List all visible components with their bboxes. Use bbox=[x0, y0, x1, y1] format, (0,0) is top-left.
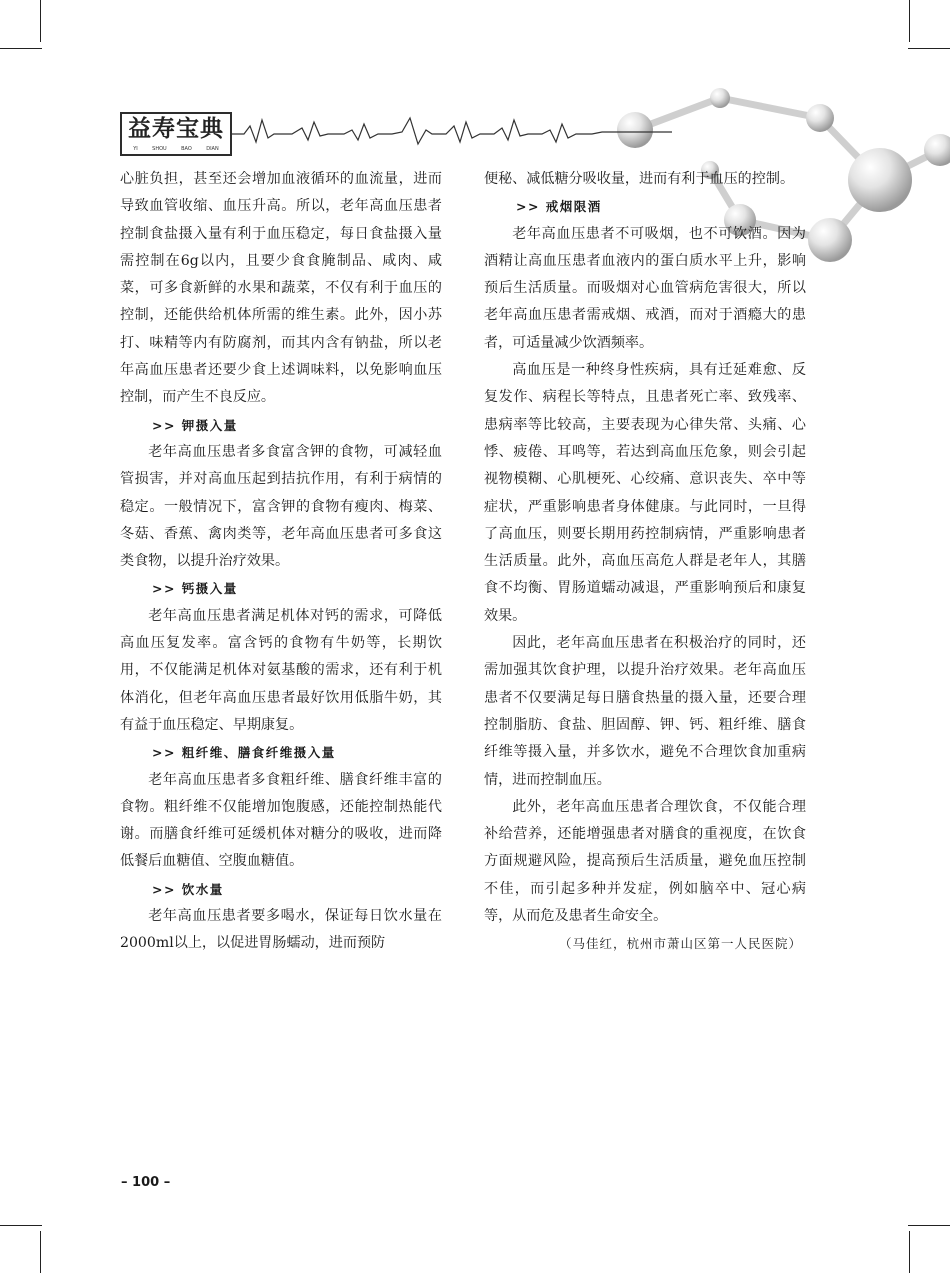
crop-mark-bottom-right-v bbox=[909, 1231, 910, 1273]
heading-potassium: >> 钾摄入量 bbox=[152, 417, 238, 433]
paragraph-salt-continued: 心脏负担，甚至还会增加血液循环的血流量，进而导致血管收缩、血压升高。所以，老年高血压患者控制食盐摄入量有利于血压稳定，每日食盐摄入量需控制在6g以内，且要少食食腌制品、咸肉、咸菜，可多食新鲜的水果和蔬菜，不仅有利于血压的控制，还能供给机体所需的维生素。此外，因小苏打、味精等内有防腐剂，而其内含有钠盐，所以老年高血压患者还要少食上述调味料，以免影响血压控制，而产生不良反应。 bbox=[120, 171, 442, 406]
pinyin-syllable: YI bbox=[133, 146, 138, 152]
crop-mark-top-left-h bbox=[0, 48, 42, 49]
pinyin-syllable: SHOU bbox=[152, 146, 167, 152]
heading-smoking-drinking: >> 戒烟限酒 bbox=[516, 199, 602, 215]
paragraph-therefore: 因此，老年高血压患者在积极治疗的同时，还需加强其饮食护理，以提升治疗效果。老年高血压患者不仅要满足每日膳食热量的摄入量，还要合理控制脂肪、食盐、胆固醇、钾、钙、粗纤维、膳食纤维等摄入量，并多饮水，避免不合理饮食加重病情，进而控制血压。 bbox=[484, 635, 806, 788]
paragraph-fiber: 老年高血压患者多食粗纤维、膳食纤维丰富的食物。粗纤维不仅能增加饱腹感，还能控制热能代谢。而膳食纤维可延缓机体对糖分的吸收，进而降低餐后血糖值、空腹血糖值。 bbox=[120, 771, 442, 870]
heading-calcium: >> 钙摄入量 bbox=[152, 581, 238, 597]
page-number: – 100 – bbox=[121, 1175, 171, 1190]
molecule-atom bbox=[924, 134, 950, 166]
paragraph-hypertension-lifelong: 高血压是一种终身性疾病，具有迁延难愈、反复发作、病程长等特点，且患者死亡率、致残率、患病率等比较高，主要表现为心律失常、头痛、心悸、疲倦、耳鸣等，若达到高血压危象，则会引起视物模糊、心肌梗死、心绞痛、意识丧失、卒中等症状，严重影响患者身体健康。与此同时，一旦得了高血压，则要长期用药控制病情，严重影响患者生活质量。此外，高血压高危人群是老年人，其膳食不均衡、胃肠道蠕动减退，严重影响预后和康复效果。 bbox=[484, 362, 806, 624]
heading-fiber: >> 粗纤维、膳食纤维摄入量 bbox=[152, 745, 336, 761]
paragraph-moreover: 此外，老年高血压患者合理饮食，不仅能合理补给营养，还能增强患者对膳食的重视度，在饮食方面规避风险，提高预后生活质量，避免血压控制不佳，而引起多种并发症，例如脑卒中、冠心病等，从而危及患者生命安全。 bbox=[484, 798, 806, 925]
crop-mark-bottom-left-h bbox=[0, 1225, 42, 1226]
molecule-atom bbox=[808, 218, 852, 262]
paragraph-water: 老年高血压患者要多喝水，保证每日饮水量在2000ml以上，以促进胃肠蠕动，进而预防 bbox=[120, 908, 442, 952]
section-logo bbox=[120, 112, 232, 156]
ecg-line-decoration bbox=[232, 112, 672, 152]
section-pinyin bbox=[126, 146, 226, 152]
heading-water: >> 饮水量 bbox=[152, 881, 224, 897]
paragraph-water-continued: 便秘、减低糖分吸收量，进而有利于血压的控制。 bbox=[484, 171, 795, 187]
section-title: 益寿宝典 bbox=[128, 116, 224, 142]
crop-mark-top-right-h bbox=[908, 48, 950, 49]
right-column bbox=[484, 166, 806, 958]
paragraph-calcium: 老年高血压患者满足机体对钙的需求，可降低高血压复发率。富含钙的食物有牛奶等，长期饮用，不仅能满足机体对氨基酸的需求，还有利于机体消化，但老年高血压患者最好饮用低脂牛奶，其有益于血压稳定、早期康复。 bbox=[120, 607, 442, 733]
crop-mark-bottom-left-v bbox=[40, 1231, 41, 1273]
crop-mark-top-right-v bbox=[909, 0, 910, 42]
molecule-atom bbox=[710, 88, 730, 108]
crop-mark-bottom-right-h bbox=[908, 1225, 950, 1226]
pinyin-syllable: BAO bbox=[181, 146, 192, 152]
molecule-atom bbox=[848, 148, 912, 212]
molecule-atom bbox=[806, 104, 834, 132]
paragraph-smoking-drinking: 老年高血压患者不可吸烟，也不可饮酒。因为酒精让高血压患者血液内的蛋白质水平上升，影响预后生活质量。而吸烟对心血管病危害很大，所以老年高血压患者需戒烟、戒酒，而对于酒瘾大的患者，可适量减少饮酒频率。 bbox=[484, 225, 806, 351]
paragraph-potassium: 老年高血压患者多食富含钾的食物，可减轻血管损害，并对高血压起到拮抗作用，有利于病情的稳定。一般情况下，富含钾的食物有瘦肉、梅菜、冬菇、香蕉、禽肉类等，老年高血压患者可多食这类食物，以提升治疗效果。 bbox=[120, 443, 442, 570]
crop-mark-top-left-v bbox=[40, 0, 41, 42]
pinyin-syllable: DIAN bbox=[206, 146, 219, 152]
author-byline: （马佳红，杭州市萧山区第一人民医院） bbox=[558, 936, 802, 952]
left-column bbox=[120, 166, 442, 958]
